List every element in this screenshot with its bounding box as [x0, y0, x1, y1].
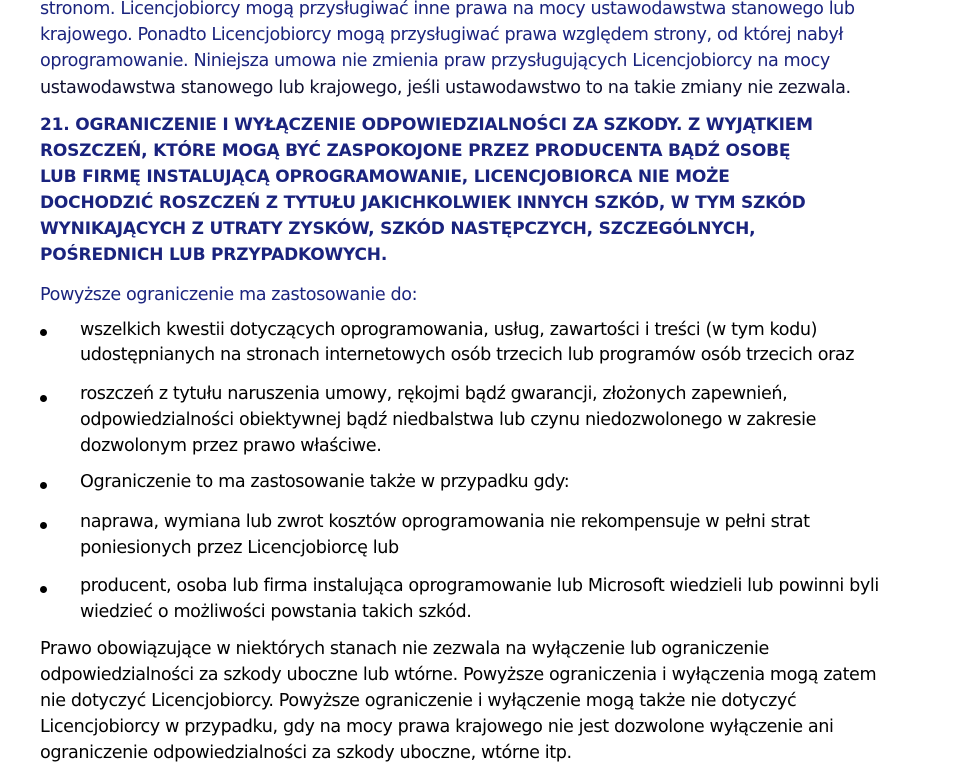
bullet-line: wiedzieć o możliwości powstania takich szkód. — [80, 602, 472, 622]
section-line: POŚREDNICH LUB PRZYPADKOWYCH. — [40, 245, 388, 265]
bullet-line: naprawa, wymiana lub zwrot kosztów oprogramowania nie rekompensuje w pełni strat — [80, 512, 810, 532]
closing-line: ograniczenie odpowiedzialności za szkody uboczne, wtórne itp. — [40, 743, 572, 763]
bullet-lead-text: Ograniczenie to ma zastosowanie także w przypadku gdy: — [80, 472, 570, 492]
section-line: DOCHODZIĆ ROSZCZEŃ Z TYTUŁU JAKICHKOLWIEK INNYCH SZKÓD, W TYM SZKÓD — [40, 193, 806, 213]
bullet-line: roszczeń z tytułu naruszenia umowy, rękojmi bądź gwarancji, złożonych zapewnień, — [80, 384, 788, 404]
intro-line: stronom. Licencjobiorcy mogą przysługiwać inne prawa na mocy ustawodawstwa stanowego lub — [40, 0, 855, 19]
bullet-icon — [40, 586, 47, 593]
bullet-icon — [40, 395, 47, 402]
closing-line: nie dotyczyć Licencjobiorcy. Powyższe ograniczenie i wyłączenie mogą także nie dotyczyć — [40, 691, 797, 711]
section-line: ROSZCZEŃ, KTÓRE MOGĄ BYĆ ZASPOKOJONE PRZEZ PRODUCENTA BĄDŹ OSOBĘ — [40, 141, 791, 161]
bullet-line: odpowiedzialności obiektywnej bądź niedbalstwa lub czynu niedozwolonego w zakresie — [80, 410, 817, 430]
intro-line: oprogramowanie. Niniejsza umowa nie zmienia praw przysługujących Licencjobiorcy na mocy — [40, 51, 830, 71]
section-heading-line: 21. OGRANICZENIE I WYŁĄCZENIE ODPOWIEDZIALNOŚCI ZA SZKODY. Z WYJĄTKIEM — [40, 115, 813, 135]
bullet-icon — [40, 482, 47, 489]
closing-line: odpowiedzialności za szkody uboczne lub wtórne. Powyższe ograniczenia i wyłączenia mogą zatem — [40, 665, 877, 685]
applies-to-text: Powyższe ograniczenie ma zastosowanie do: — [40, 285, 418, 305]
intro-line: ustawodawstwa stanowego lub krajowego, jeśli ustawodawstwo to na takie zmiany nie zezwala. — [40, 78, 851, 98]
section-line: LUB FIRMĘ INSTALUJĄCĄ OPROGRAMOWANIE, LICENCJOBIORCA NIE MOŻE — [40, 167, 730, 187]
bullet-line: dozwolonym przez prawo właściwe. — [80, 436, 382, 456]
bullet-line: poniesionych przez Licencjobiorcę lub — [80, 538, 399, 558]
closing-line: Licencjobiorcy w przypadku, gdy na mocy prawa krajowego nie jest dozwolone wyłączenie ani — [40, 717, 834, 737]
section-line: WYNIKAJĄCYCH Z UTRATY ZYSKÓW, SZKÓD NASTĘPCZYCH, SZCZEGÓLNYCH, — [40, 219, 756, 239]
bullet-line: producent, osoba lub firma instalująca oprogramowanie lub Microsoft wiedzieli lub powinni byli — [80, 576, 879, 596]
bullet-icon — [40, 329, 47, 336]
bullet-line: wszelkich kwestii dotyczących oprogramowania, usług, zawartości i treści (w tym kodu) — [80, 320, 818, 340]
bullet-line: udostępnianych na stronach internetowych osób trzecich lub programów osób trzecich oraz — [80, 345, 855, 365]
closing-line: Prawo obowiązujące w niektórych stanach nie zezwala na wyłączenie lub ograniczenie — [40, 639, 769, 659]
intro-line: krajowego. Ponadto Licencjobiorcy mogą przysługiwać prawa względem strony, od której nabył — [40, 25, 843, 45]
bullet-icon — [40, 522, 47, 529]
